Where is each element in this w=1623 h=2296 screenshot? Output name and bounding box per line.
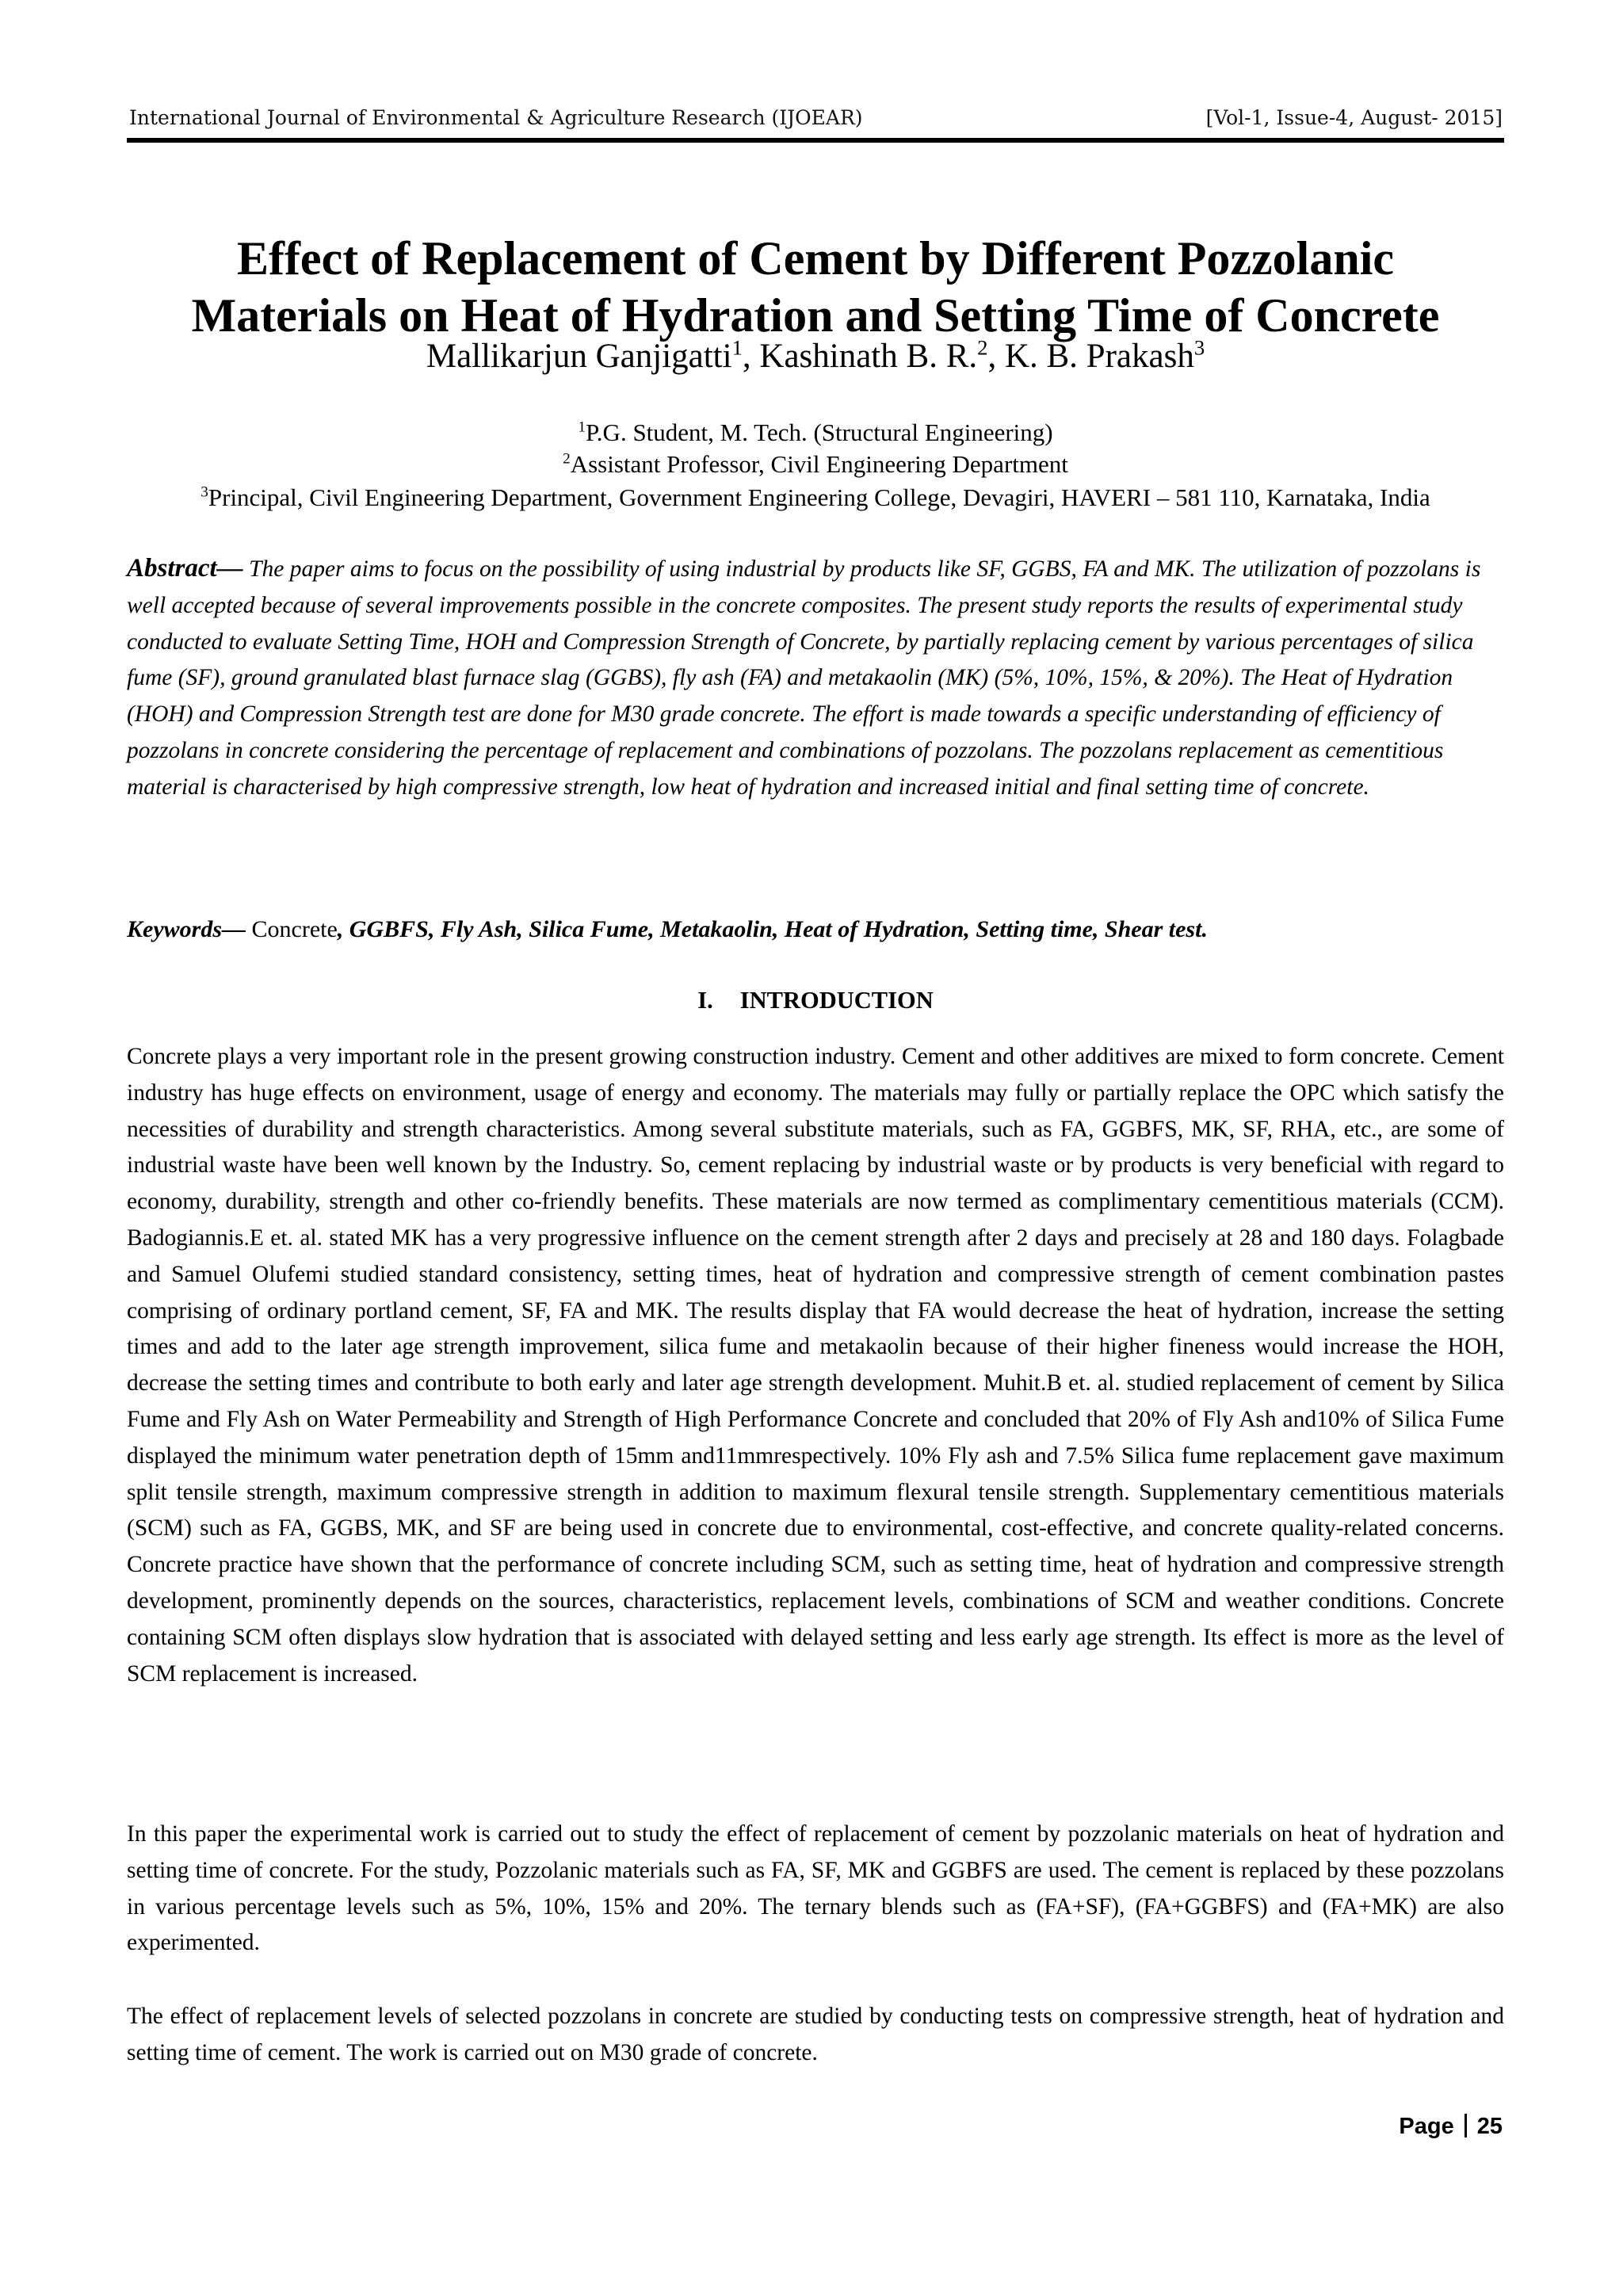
affiliation-text: Assistant Professor, Civil Engineering Department [570,450,1068,478]
page-number: 25 [1476,2114,1503,2139]
body-paragraph: The effect of replacement levels of selected pozzolans in concrete are studied by conducting tests on compressive strength, heat of hydration and setting time of cement. The work is carried out on M30 grade of concrete. [127,2004,1504,2065]
author-affiliation-mark: 2 [977,335,988,360]
header-rule [127,138,1504,143]
volume-issue: [Vol-1, Issue-4, August- 2015] [1205,106,1503,129]
page-label: Page [1399,2114,1454,2139]
affiliation-mark: 2 [563,450,571,468]
affiliation-mark: 3 [200,483,208,501]
paper-title [95,230,1536,344]
section-title: INTRODUCTION [739,987,934,1014]
author-list: Mallikarjun Ganjigatti$^1$, Kashinath B. R.$^2$, K. B. Prakash$^3$ [426,335,1205,375]
abstract [127,551,1504,806]
keywords [127,914,1504,946]
author-name: K. B. Prakash [1004,338,1194,375]
page-separator [1465,2114,1467,2137]
author-affiliation-mark: 1 [731,335,743,360]
affiliation [119,450,1512,479]
affiliation [119,418,1512,447]
keyword-list: , GGBFS, Fly Ash, Silica Fume, Metakaolin, Heat of Hydration, Setting time, Shear test. [337,916,1208,942]
affiliation-text: P.G. Student, M. Tech. (Structural Engineering) [586,418,1053,446]
abstract-label: Abstract— [127,554,243,583]
section-number: I. [697,987,713,1014]
journal-name: International Journal of Environmental & Agriculture Research (IJOEAR) [129,106,863,129]
affiliation [119,483,1512,512]
keywords-label: Keywords— [127,916,246,942]
body-paragraph: In this paper the experimental work is carried out to study the effect of replacement of cement by pozzolanic materials on heat of hydration and setting time of concrete. For the study, Pozzolanic materials such as FA, SF, MK and GGBFS are used. The cement is replaced by these pozzolans in various percentage levels such as 5%, 10%, 15% and 20%. The ternary blends such as (FA+SF), (FA+GGBFS) and (FA+MK) are also experimented. [127,1821,1504,1956]
title-line-2: Materials on Heat of Hydration and Setting Time of Concrete [191,289,1440,342]
body-paragraph: Concrete plays a very important role in the present growing construction industry. Cement and other additives are mixed to form concrete. Cement industry has huge effects on environment, usage of energy and economy. The materials may fully or partially replace the OPC which satisfy the necessities of durability and strength characteristics. Among several substitute materials, such as FA, GGBFS, MK, SF, RHA, etc., are some of industrial waste have been well known by the Industry. So, cement replacing by industrial waste or by products is very beneficial with regard to economy, durability, strength and other co-friendly benefits. These materials are now termed as complimentary cementitious materials (CCM). Badogiannis.E et. al. stated MK has a very progressive influence on the cement strength after 2 days and precisely at 28 and 180 days. Folagbade and Samuel Olufemi studied standard consistency, setting times, heat of hydration and compressive strength of cement combination pastes comprising of ordinary portland cement, SF, FA and MK. The results display that FA would decrease the heat of hydration, increase the setting times and add to the later age strength improvement, silica fume and metakaolin because of their higher fineness would increase the HOH, decrease the setting times and contribute to both early and later age strength development. Muhit.B et. al. studied replacement of cement by Silica Fume and Fly Ash on Water Permeability and Strength of High Performance Concrete and concluded that 20% of Fly Ash and10% of Silica Fume displayed the minimum water penetration depth of 15mm and11mmrespectively. 10% Fly ash and 7.5% Silica fume replacement gave maximum split tensile strength, maximum compressive strength in addition to maximum flexural tensile strength. Supplementary cementitious materials (SCM) such as FA, GGBS, MK, and SF are being used in concrete due to environmental, cost-effective, and concrete quality-related concerns. Concrete practice have shown that the performance of concrete including SCM, such as setting time, heat of hydration and compressive strength development, prominently depends on the sources, characteristics, replacement levels, combinations of SCM and weather conditions. Concrete containing SCM often displays slow hydration that is associated with delayed setting and less early age strength. Its effect is more as the level of SCM replacement is increased. [127,1044,1504,1687]
affiliation-text: Principal, Civil Engineering Department, Government Engineering College, Devagiri, HAVERI – 581 110, Karnataka, India [208,483,1430,511]
page-footer [1399,2114,1503,2140]
author-name: Mallikarjun Ganjigatti [426,338,732,375]
author-affiliation-mark: 3 [1193,335,1205,360]
title-line-1: Effect of Replacement of Cement by Different Pozzolanic [236,232,1395,285]
abstract-text: The paper aims to focus on the possibility of using industrial by products like SF, GGBS, FA and MK. The utilization of pozzolans is well accepted because of several improvements possible in the concrete composites. The present study reports the results of experimental study conducted to evaluate Setting Time, HOH and Compression Strength of Concrete, by partially replacing cement by various percentages of silica fume (SF), ground granulated blast furnace slag (GGBS), fly ash (FA) and metakaolin (MK) (5%, 10%, 15%, & 20%). The Heat of Hydration (HOH) and Compression Strength test are done for M30 grade concrete. The effort is made towards a specific understanding of efficiency of pozzolans in concrete considering the percentage of replacement and combinations of pozzolans. The pozzolans replacement as cementitious material is characterised by high compressive strength, low heat of hydration and increased initial and final setting time of concrete. [127,556,1481,800]
keyword-first: Concrete [251,916,338,942]
running-header [129,101,1503,133]
section-heading [127,984,1504,1016]
affiliation-mark: 1 [578,418,586,436]
author-name: Kashinath B. R. [759,338,978,375]
